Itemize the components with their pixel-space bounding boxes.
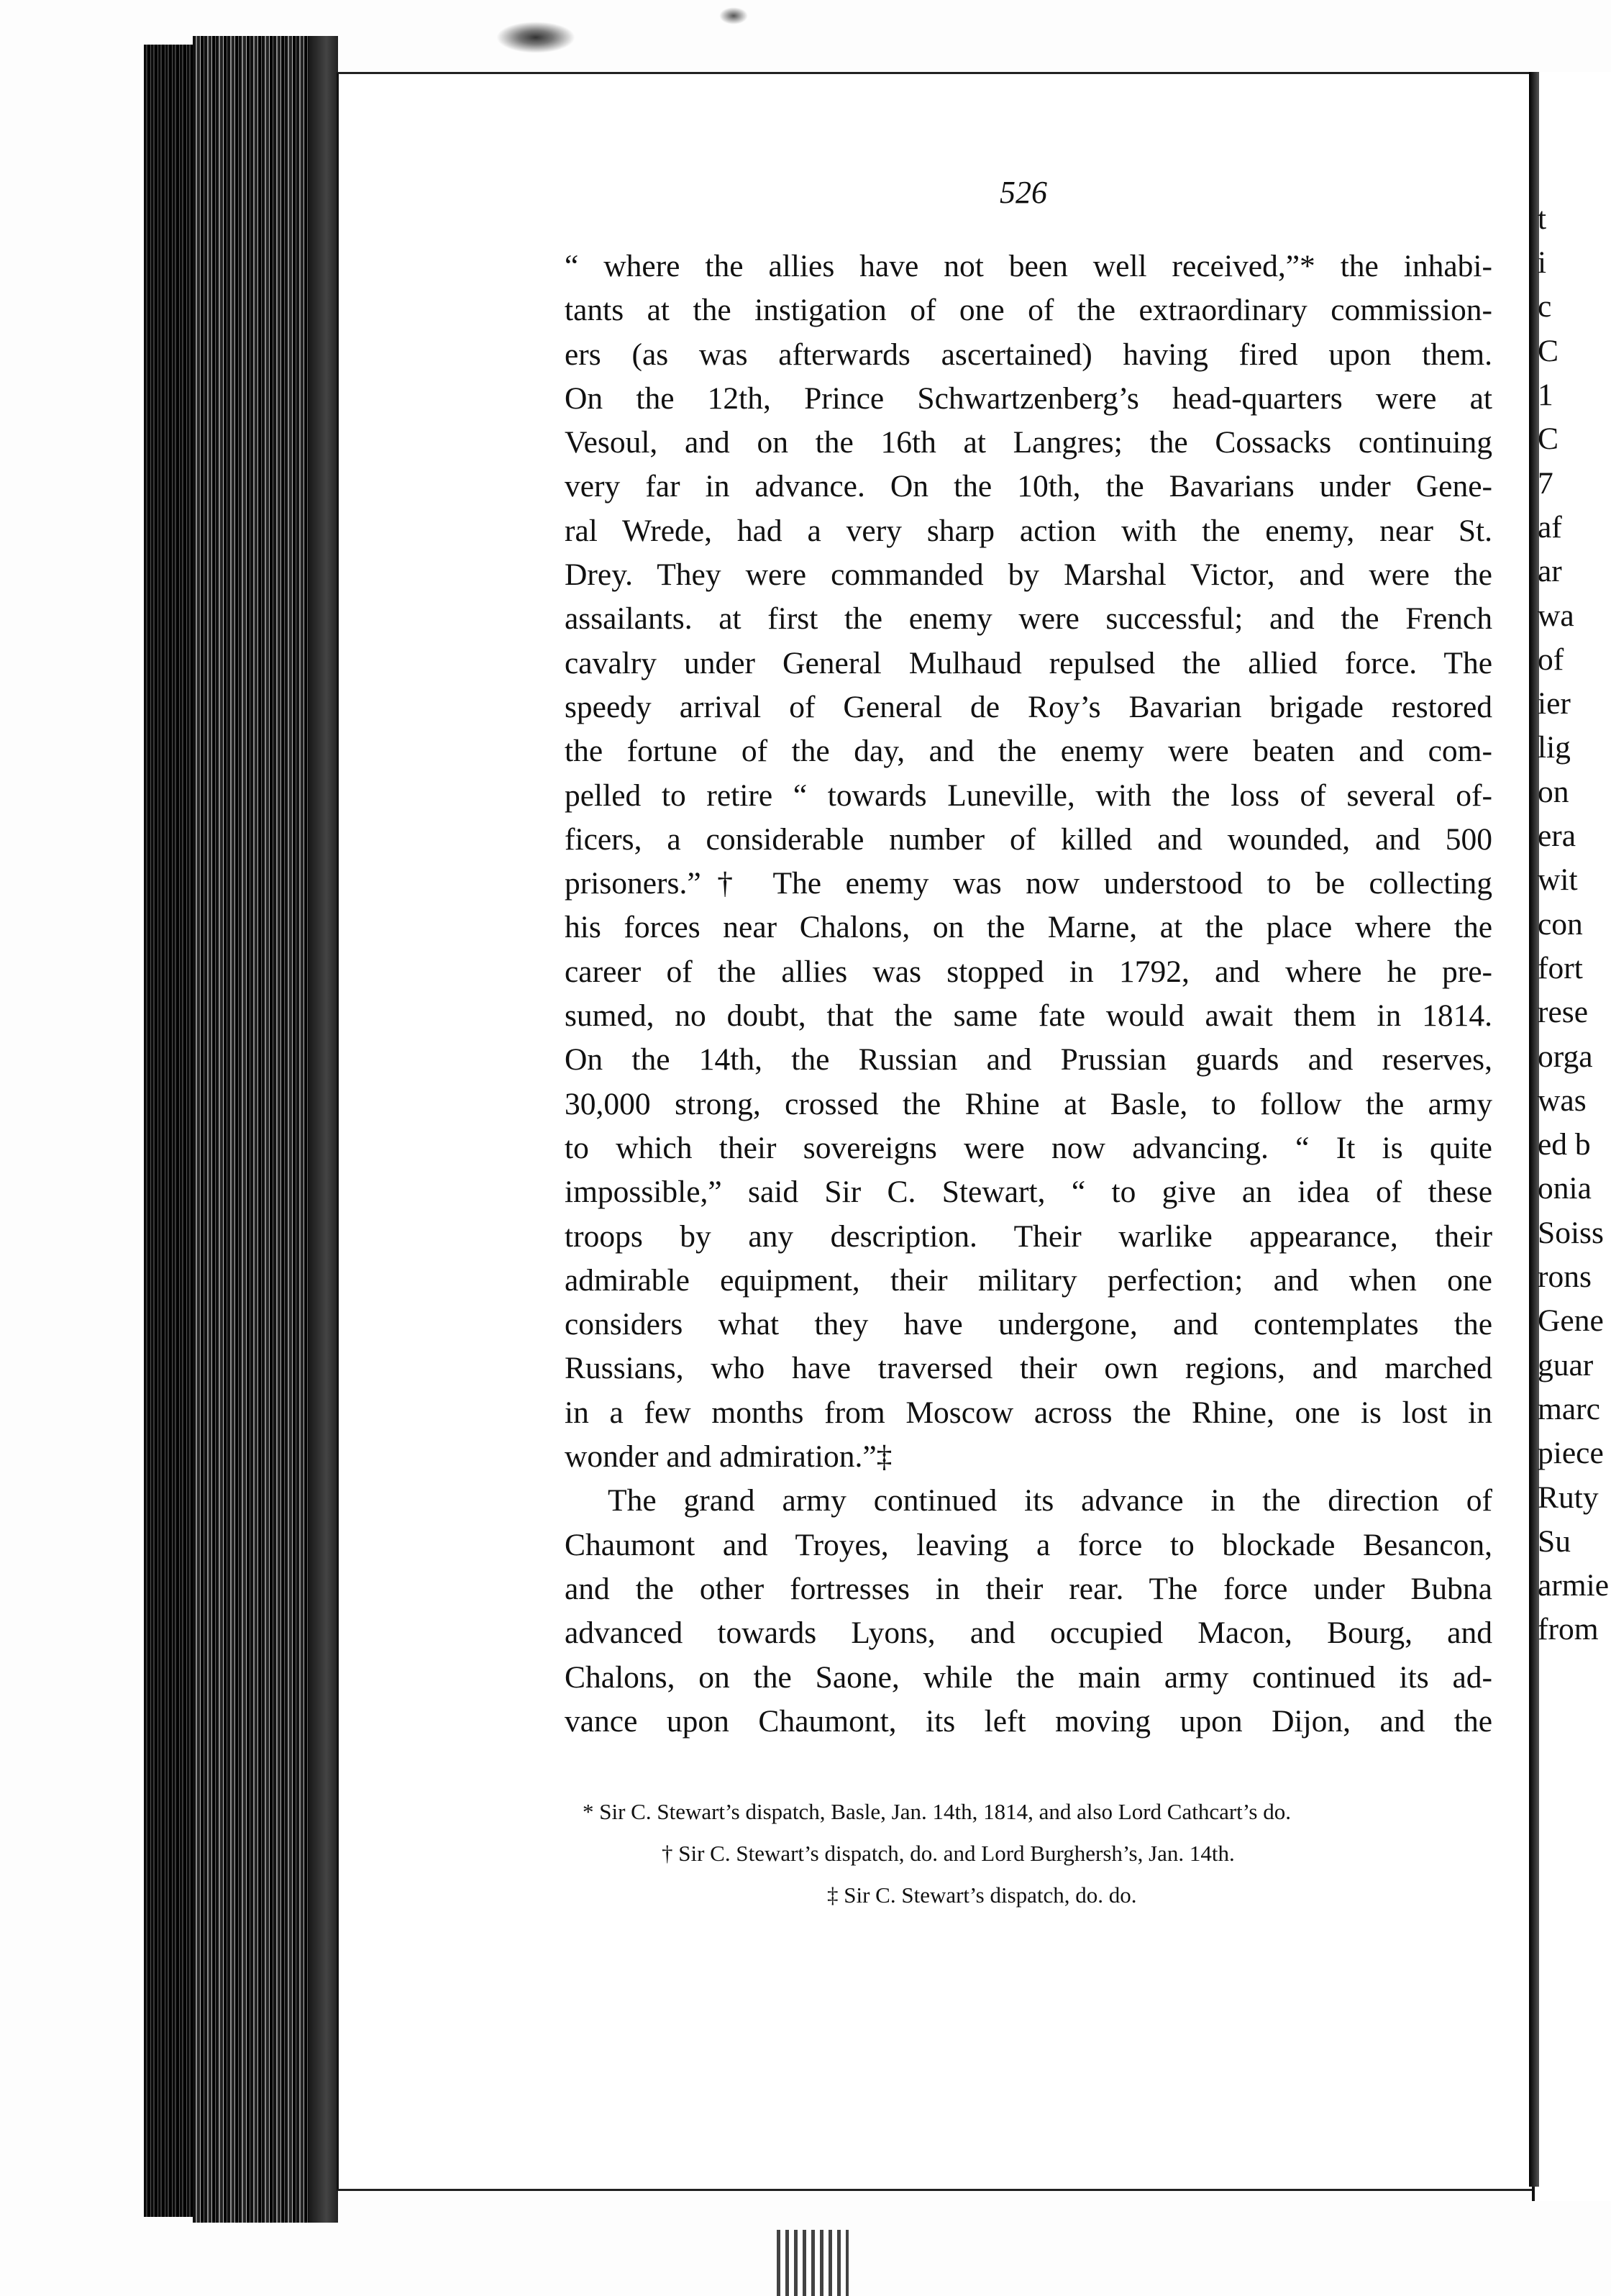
facing-page-fragment: piece (1538, 1436, 1604, 1471)
facing-page-fragment: 1 (1538, 378, 1553, 413)
facing-page-fragment: wit (1538, 862, 1578, 898)
text-line: troops by any description. Their warlike appearance, their (565, 1218, 1492, 1254)
text-line: prisoners.”† The enemy was now understood to be collecting (565, 866, 1492, 901)
facing-page-fragment: rese (1538, 995, 1589, 1030)
text-line: ers (as was afterwards ascertained) having fired upon them. (565, 337, 1492, 372)
text-line: admirable equipment, their military perfection; and when one (565, 1262, 1492, 1298)
text-line: cavalry under General Mulhaud repulsed the allied force. The (565, 645, 1492, 680)
text-line: to which their sovereigns were now advancing. “ It is quite (565, 1130, 1492, 1165)
book-spine (144, 45, 193, 2217)
text-line: The grand army continued its advance in the direction of (608, 1483, 1492, 1518)
text-line: very far in advance. On the 10th, the Bavarians under Gene- (565, 469, 1492, 504)
facing-page-fragment: of (1538, 642, 1564, 677)
footnote-1: * Sir C. Stewart’s dispatch, Basle, Jan. 14th, 1814, and also Lord Cathcart’s do. (583, 1799, 1291, 1824)
text-line: Vesoul, and on the 16th at Langres; the Cossacks continuing (565, 425, 1492, 460)
footnotes (583, 1791, 1489, 1916)
facing-page-fragment: c (1538, 289, 1552, 324)
facing-page-fragment: wa (1538, 598, 1574, 633)
facing-page-fragment: t (1538, 201, 1547, 236)
facing-page-fragment: ed b (1538, 1127, 1591, 1162)
text-line: advanced towards Lyons, and occupied Macon, Bourg, and (565, 1616, 1492, 1651)
facing-page-text (1538, 65, 1611, 1652)
text-line: Russians, who have traversed their own regions, and marched (565, 1351, 1492, 1386)
text-line: 30,000 strong, crossed the Rhine at Basle, to follow the army (565, 1086, 1492, 1121)
text-line: and the other fortresses in their rear. The force under Bubna (565, 1571, 1492, 1606)
facing-page-fragment: Su (1538, 1523, 1571, 1559)
text-line: On the 12th, Prince Schwartzenberg’s head-quarters were at (565, 381, 1492, 416)
facing-page-fragment: guar (1538, 1347, 1594, 1382)
facing-page-fragment: from (1538, 1612, 1599, 1647)
facing-page-fragment (1538, 65, 1611, 109)
scan-smudge-top-small (719, 7, 748, 24)
text-line: assailants. at first the enemy were successful; and the French (565, 601, 1492, 637)
text-line: ficers, a considerable number of killed and wounded, and 500 (565, 821, 1492, 857)
text-line: tants at the instigation of one of the extraordinary commission- (565, 293, 1492, 328)
scan-smudge-top (496, 22, 575, 53)
facing-page-fragment: C (1538, 333, 1559, 368)
text-line: speedy arrival of General de Roy’s Bavarian brigade restored (565, 689, 1492, 724)
facing-page-fragment: Gene (1538, 1303, 1604, 1339)
text-line: ral Wrede, had a very sharp action with the enemy, near St. (565, 513, 1492, 548)
facing-page-fragment: con (1538, 906, 1583, 942)
text-line: wonder and admiration.”‡ (565, 1439, 893, 1475)
facing-page-fragment: af (1538, 509, 1562, 545)
facing-page-fragment: onia (1538, 1171, 1592, 1206)
text-line: Chaumont and Troyes, leaving a force to blockade Besancon, (565, 1527, 1492, 1562)
body-text (565, 245, 1492, 1744)
text-line: “ where the allies have not been well received,”* the inhabi- (565, 249, 1492, 283)
text-line: impossible,” said Sir C. Stewart, “ to give an idea of these (565, 1175, 1492, 1210)
text-line: On the 14th, the Russian and Prussian guards and reserves, (565, 1042, 1492, 1078)
facing-page-fragment: Ruty (1538, 1480, 1599, 1515)
footnote-3: ‡ Sir C. Stewart’s dispatch, do. do. (827, 1882, 1137, 1908)
facing-page-fragment: was (1538, 1083, 1587, 1118)
text-line: his forces near Chalons, on the Marne, at the place where the (565, 910, 1492, 945)
facing-page-fragment: 7 (1538, 465, 1553, 501)
text-line: vance upon Chaumont, its left moving upon Dijon, and the (565, 1703, 1492, 1739)
facing-page-fragment (1538, 153, 1611, 197)
facing-page-fragment: armie (1538, 1568, 1610, 1603)
facing-page-fragment: ier (1538, 686, 1571, 721)
text-line: Chalons, on the Saone, while the main army continued its ad- (565, 1659, 1492, 1695)
scan-smudge-bottom (777, 2230, 849, 2296)
facing-page-fragment: lig (1538, 730, 1571, 765)
facing-page-fragment: fort (1538, 950, 1583, 985)
text-line: in a few months from Moscow across the Rhine, one is lost in (565, 1395, 1492, 1430)
text-line: career of the allies was stopped in 1792, and where he pre- (565, 954, 1492, 989)
text-line: pelled to retire “ towards Luneville, with the loss of several of- (565, 778, 1492, 813)
facing-page-fragment: i (1538, 245, 1547, 281)
facing-page-fragment: orga (1538, 1039, 1593, 1074)
text-line: considers what they have undergone, and contemplates the (565, 1307, 1492, 1342)
facing-page-fragment: era (1538, 819, 1576, 854)
facing-page-fragment: on (1538, 774, 1569, 809)
facing-page-fragment: ar (1538, 554, 1562, 589)
text-line: Drey. They were commanded by Marshal Victor, and were the (565, 557, 1492, 593)
facing-page-fragment: Soiss (1538, 1215, 1604, 1250)
text-line: sumed, no doubt, that the same fate would await them in 1814. (565, 998, 1492, 1034)
facing-page-fragment: marc (1538, 1391, 1600, 1426)
facing-page-fragment: rons (1538, 1259, 1592, 1295)
facing-page-fragment: C (1538, 422, 1559, 457)
page-number: 526 (1000, 175, 1047, 210)
facing-page-fragment (1538, 109, 1611, 152)
text-line: the fortune of the day, and the enemy were beaten and com- (565, 734, 1492, 769)
page-edge-shadow (309, 36, 338, 2223)
footnote-2: † Sir C. Stewart’s dispatch, do. and Lord Burghersh’s, Jan. 14th. (662, 1841, 1235, 1866)
